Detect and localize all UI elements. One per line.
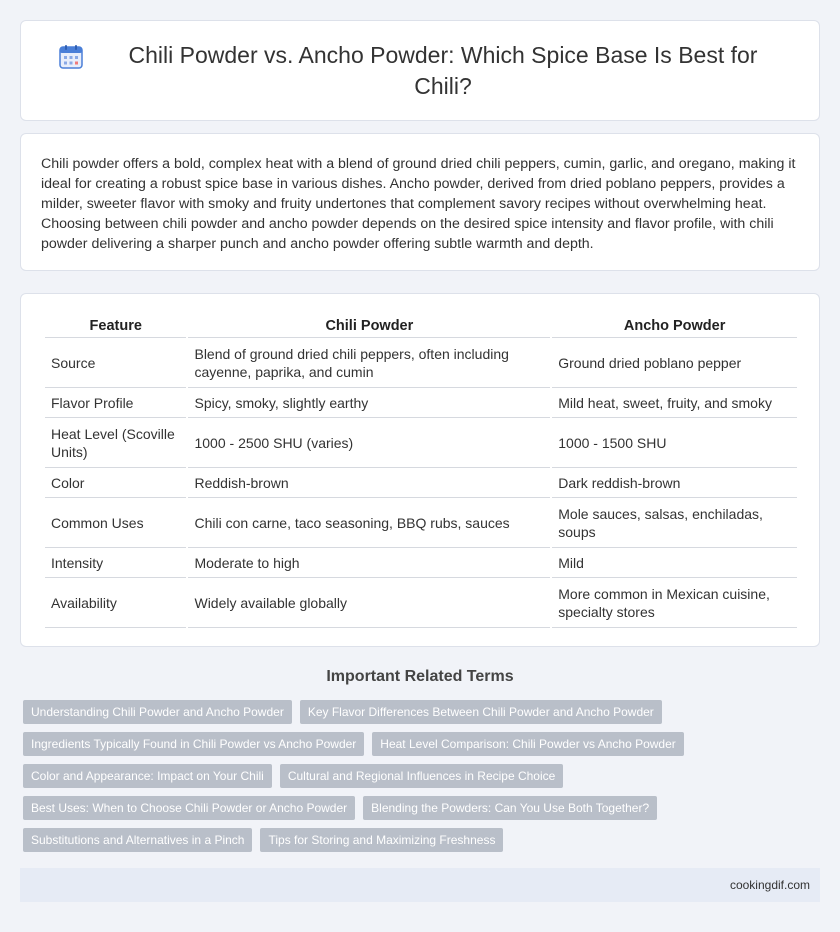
table-row xyxy=(45,388,797,418)
related-term-tag[interactable]: Color and Appearance: Impact on Your Chili xyxy=(23,764,272,788)
table-cell: Mild xyxy=(552,548,797,578)
table-cell: Mild heat, sweet, fruity, and smoky xyxy=(552,388,797,418)
related-term-tag[interactable]: Best Uses: When to Choose Chili Powder or Ancho Powder xyxy=(23,796,355,820)
table-cell: Dark reddish-brown xyxy=(552,468,797,498)
table-row xyxy=(45,548,797,578)
table-cell: Mole sauces, salsas, enchiladas, soups xyxy=(552,498,797,548)
table-row xyxy=(45,498,797,548)
related-term-tag[interactable]: Key Flavor Differences Between Chili Powder and Ancho Powder xyxy=(300,700,662,724)
related-term-tag[interactable]: Blending the Powders: Can You Use Both Together? xyxy=(363,796,657,820)
table-cell: Chili con carne, taco seasoning, BBQ rubs, sauces xyxy=(188,498,550,548)
table-cell: 1000 - 1500 SHU xyxy=(552,418,797,468)
comparison-table xyxy=(43,314,799,628)
table-cell: Moderate to high xyxy=(188,548,550,578)
table-cell: Flavor Profile xyxy=(45,388,186,418)
related-terms-title: Important Related Terms xyxy=(326,668,514,685)
intro-card xyxy=(20,133,820,271)
table-row xyxy=(45,338,797,388)
table-cell: Widely available globally xyxy=(188,578,550,628)
table-cell: Common Uses xyxy=(45,498,186,548)
related-term-tag[interactable]: Understanding Chili Powder and Ancho Powder xyxy=(23,700,292,724)
table-cell: Blend of ground dried chili peppers, often including cayenne, paprika, and cumin xyxy=(188,338,550,388)
title-card xyxy=(20,20,820,121)
table-row xyxy=(45,578,797,628)
related-term-tag[interactable]: Substitutions and Alternatives in a Pinch xyxy=(23,828,252,852)
footer xyxy=(20,868,820,902)
table-cell: Color xyxy=(45,468,186,498)
related-term-tag[interactable]: Cultural and Regional Influences in Recipe Choice xyxy=(280,764,564,788)
table-cell: 1000 - 2500 SHU (varies) xyxy=(188,418,550,468)
table-row xyxy=(45,468,797,498)
table-cell: Ground dried poblano pepper xyxy=(552,338,797,388)
related-term-tag[interactable]: Tips for Storing and Maximizing Freshness xyxy=(260,828,503,852)
intro-paragraph: Chili powder offers a bold, complex heat with a blend of ground dried chili peppers, cumin, garlic, and oregano, making it ideal for creating a robust spice base in various dishes. Ancho powder, derived from dried poblano peppers, provides a milder, sweeter flavor with smoky and fruity undertones that complement savory recipes without overwhelming heat. Choosing between chili powder and ancho powder depends on the desired spice intensity and flavor profile, with chili powder delivering a sharper punch and ancho powder offering subtle warmth and depth. xyxy=(41,156,796,252)
related-terms-list xyxy=(23,700,823,860)
related-term-tag[interactable]: Heat Level Comparison: Chili Powder vs Ancho Powder xyxy=(372,732,683,756)
table-cell: Heat Level (Scoville Units) xyxy=(45,418,186,468)
table-cell: Intensity xyxy=(45,548,186,578)
calendar-icon xyxy=(57,43,85,71)
table-cell: Spicy, smoky, slightly earthy xyxy=(188,388,550,418)
header-feature: Feature xyxy=(45,314,186,338)
table-row xyxy=(45,418,797,468)
header-chili-powder: Chili Powder xyxy=(188,314,550,338)
related-term-tag[interactable]: Ingredients Typically Found in Chili Powder vs Ancho Powder xyxy=(23,732,364,756)
header-ancho-powder: Ancho Powder xyxy=(552,314,797,338)
table-cell: More common in Mexican cuisine, specialty stores xyxy=(552,578,797,628)
page-title: Chili Powder vs. Ancho Powder: Which Spice Base Is Best for Chili? xyxy=(128,41,758,99)
table-cell: Source xyxy=(45,338,186,388)
comparison-card xyxy=(20,293,820,647)
table-cell: Availability xyxy=(45,578,186,628)
footer-site-link[interactable]: cookingdif.com xyxy=(729,878,810,892)
table-cell: Reddish-brown xyxy=(188,468,550,498)
table-header-row xyxy=(45,314,797,338)
